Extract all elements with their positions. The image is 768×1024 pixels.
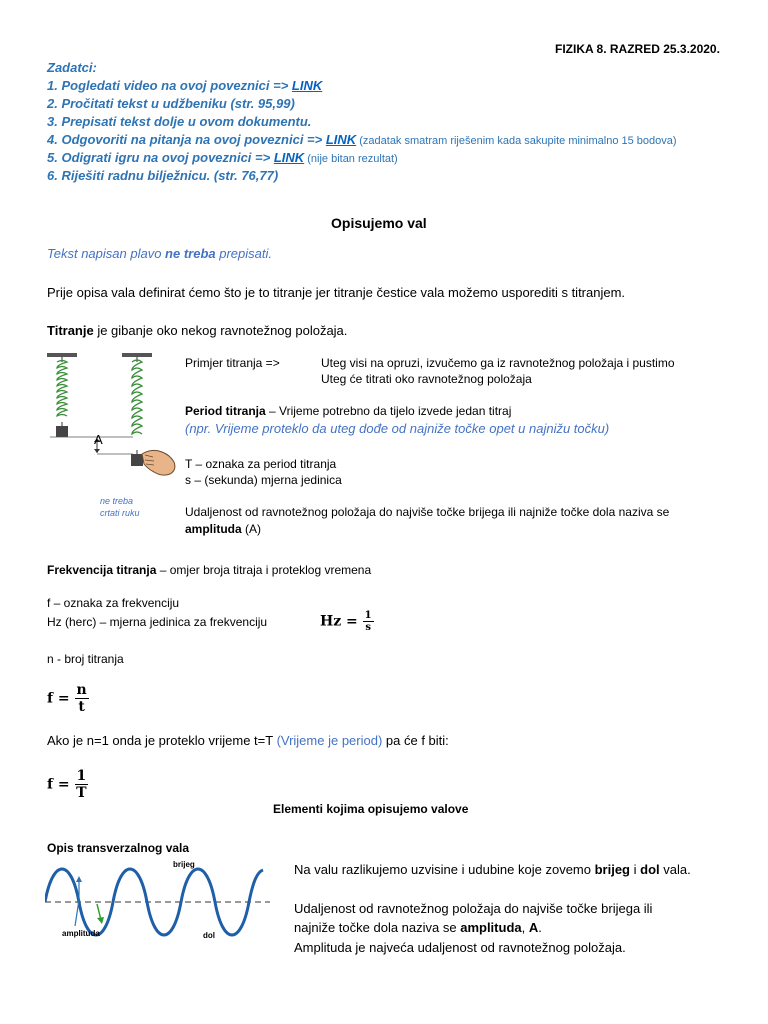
task-4-link[interactable]: LINK — [325, 132, 357, 147]
task-item-3: 3. Prepisati tekst dolje u ovom dokumentu. — [47, 114, 312, 129]
f-equation-2: f = $\frac{1}{T}$ — [47, 768, 87, 801]
task-1-link[interactable]: LINK — [291, 78, 323, 93]
if-line: Ako je n=1 onda je proteklo vrijeme t=T (Vrijeme je period) pa će f biti: — [47, 733, 449, 748]
task-item-1: 1. Pogledati video na ovoj poveznici => LINK — [47, 78, 323, 93]
label-amplitude: amplituda — [62, 929, 100, 938]
blue-note: Tekst napisan plavo ne treba prepisati. — [47, 246, 272, 261]
frequency-symbol: f – oznaka za frekvenciju — [47, 596, 180, 610]
period-unit: s – (sekunda) mjerna jedinica — [185, 473, 342, 487]
transverse-paragraph-1: Na valu razlikujemo uzvisine i udubine koje zovemo brijeg i dol vala. — [294, 862, 691, 877]
hz-equation: Hz = $\frac{1}{s}$ — [320, 610, 372, 633]
transverse-paragraph-3: najniže točke dola naziva se amplituda, A. — [294, 920, 542, 935]
task-item-4: 4. Odgovoriti na pitanja na ovoj poveznici => LINK (zadatak smatram riješenim kada sakupite minimalno 15 bodova) — [47, 132, 677, 147]
spring-figure — [45, 350, 180, 490]
label-trough: dol — [203, 931, 215, 940]
transverse-title: Opis transverzalnog vala — [47, 841, 190, 855]
titranje-definition: Titranje je gibanje oko nekog ravnotežnog položaja. — [47, 323, 348, 338]
task-item-2: 2. Pročitati tekst u udžbeniku (str. 95,99) — [47, 96, 295, 111]
hand-icon — [142, 450, 175, 475]
spring-right — [122, 353, 152, 466]
example-label: Primjer titranja => — [185, 356, 280, 370]
task-item-5: 5. Odigrati igru na ovoj poveznici => LINK (nije bitan rezultat) — [47, 150, 398, 165]
period-symbol: T – oznaka za period titranja — [185, 457, 337, 471]
amplitude-label-a: A — [94, 432, 103, 447]
n-definition: n - broj titranja — [47, 652, 124, 666]
task-5-link[interactable]: LINK — [273, 150, 305, 165]
period-definition: Period titranja – Vrijeme potrebno da tijelo izvede jedan titraj — [185, 404, 512, 418]
transverse-paragraph-2: Udaljenost od ravnotežnog položaja do najviše točke brijega ili — [294, 901, 653, 916]
elements-title: Elementi kojima opisujemo valove — [273, 802, 469, 816]
task-item-6: 6. Riješiti radnu bilježnicu. (str. 76,77) — [47, 168, 279, 183]
intro-text: Prije opisa vala definirat ćemo što je to titranje jer titranje čestice vala možemo usporediti s titranjem. — [47, 285, 626, 300]
amplitude-definition-line-1: Udaljenost od ravnotežnog položaja do najviše točke brijega ili najniže točke dola naziva se — [185, 505, 670, 519]
page-title: Opisujemo val — [331, 215, 427, 231]
frequency-unit: Hz (herc) – mjerna jedinica za frekvenciju — [47, 615, 268, 629]
example-line-1: Uteg visi na opruzi, izvučemo ga iz ravnotežnog položaja i pustimo — [321, 356, 675, 370]
frequency-definition: Frekvencija titranja – omjer broja titraja i proteklog vremena — [47, 563, 372, 577]
figure-caption-1: ne treba — [100, 496, 134, 506]
amplitude-definition-line-2: amplituda (A) — [185, 522, 262, 536]
label-crest: brijeg — [173, 860, 195, 869]
tasks-title: Zadatci: — [47, 60, 97, 75]
figure-caption-2: crtati ruku — [100, 508, 140, 518]
period-note: (npr. Vrijeme proteklo da uteg dođe od najniže točke opet u najnižu točku) — [185, 421, 610, 436]
example-line-2: Uteg će titrati oko ravnotežnog položaja — [321, 372, 532, 386]
f-equation-1: f = $\frac{n}{t}$ — [47, 682, 87, 715]
page-header: FIZIKA 8. RAZRED 25.3.2020. — [555, 42, 720, 56]
spring-left — [47, 353, 77, 437]
transverse-paragraph-4: Amplituda je najveća udaljenost od ravnotežnog položaja. — [294, 940, 626, 955]
